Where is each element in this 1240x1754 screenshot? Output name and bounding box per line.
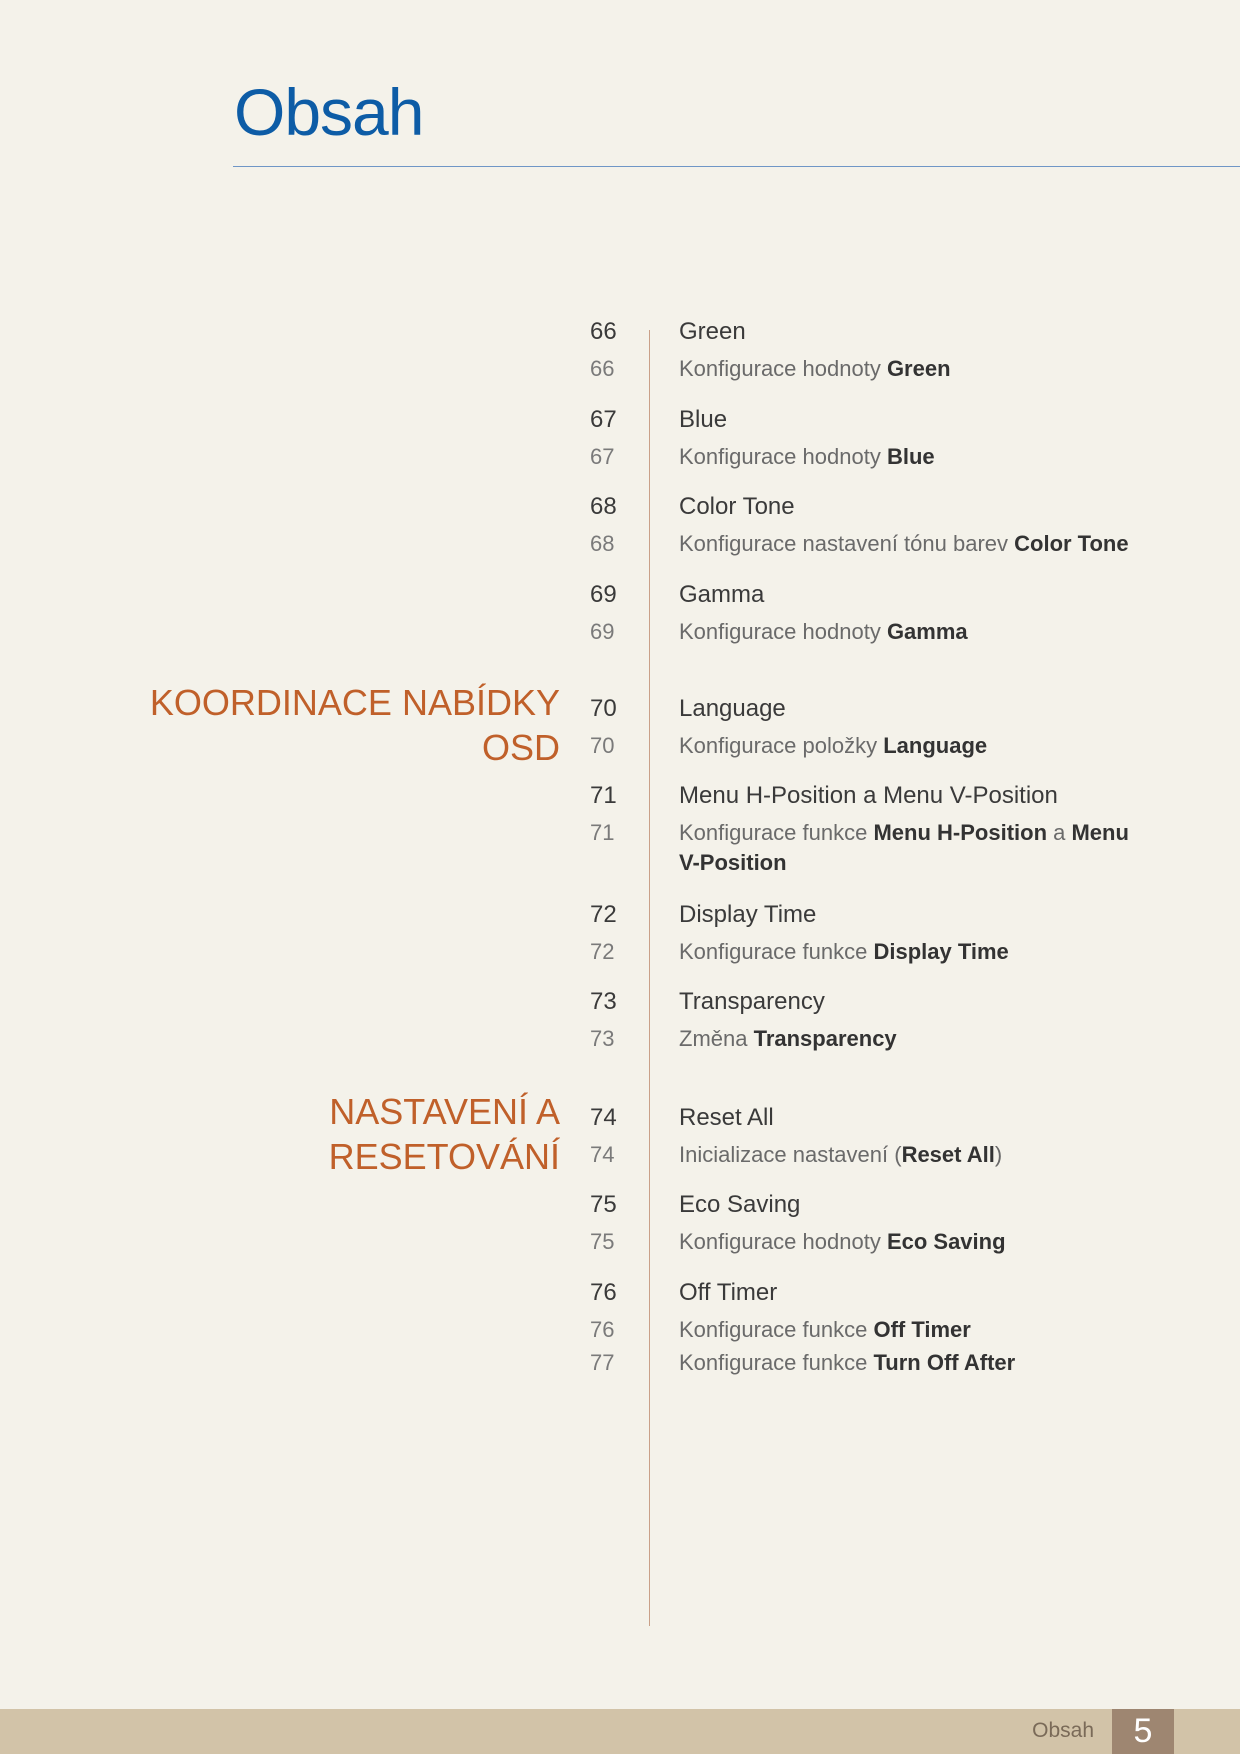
toc-subentry-text — [679, 937, 1009, 967]
toc-page-number: 73 — [590, 1026, 615, 1051]
toc-subentry-text — [679, 617, 968, 647]
toc-subentry-plain: ) — [994, 1142, 1003, 1167]
section-heading-line: RESETOVÁNÍ — [328, 1136, 560, 1177]
toc-entry-title: Gamma — [679, 581, 765, 608]
toc-subentry-bold-term: Color Tone — [1014, 531, 1129, 556]
toc-subentry-text — [679, 1227, 1006, 1257]
toc-subentry-plain: Konfigurace položky — [679, 733, 884, 758]
toc-page-number: 76 — [590, 1317, 615, 1342]
toc-entry-title: Color Tone — [679, 493, 795, 520]
toc-subentry-plain: Konfigurace funkce — [679, 1317, 874, 1342]
toc-subentry-bold-term: Blue — [886, 444, 935, 469]
toc-page-number: 71 — [590, 782, 617, 809]
toc-subentry-text — [679, 1024, 897, 1054]
toc-subentry-text — [679, 1315, 971, 1345]
toc-page-number: 68 — [590, 493, 617, 520]
toc-page-number: 72 — [590, 939, 615, 964]
toc-subentry-bold-term: Eco Saving — [886, 1229, 1006, 1254]
toc-entry-title: Reset All — [679, 1104, 774, 1131]
toc-subentry-text — [679, 731, 987, 761]
toc-subentry-bold-term: Language — [883, 733, 988, 758]
toc-page-number: 66 — [590, 356, 615, 381]
toc-page-number: 74 — [590, 1142, 615, 1167]
toc-subentry-text — [679, 529, 1129, 559]
toc-page-number: 68 — [590, 531, 615, 556]
toc-entry-title: Language — [679, 695, 786, 722]
toc-page-number: 73 — [590, 988, 617, 1015]
footer-label: Obsah — [1032, 1719, 1094, 1742]
toc-page-number: 70 — [590, 733, 615, 758]
toc-page-number: 75 — [590, 1229, 615, 1254]
toc-subentry-text — [679, 818, 1129, 848]
section-heading-line: OSD — [481, 727, 560, 768]
page-title: Obsah — [234, 75, 424, 149]
section-heading-line: NASTAVENÍ A — [329, 1091, 560, 1132]
toc-entry-title: Menu H-Position a Menu V-Position — [679, 782, 1058, 809]
toc-entry-title: Display Time — [679, 901, 817, 928]
toc-subentry-plain: Změna — [679, 1026, 754, 1051]
toc-subentry-plain: Inicializace nastavení ( — [679, 1142, 902, 1167]
toc-page-number: 74 — [590, 1104, 617, 1131]
toc-subentry-text — [679, 1140, 1002, 1170]
toc-entry-title: Off Timer — [679, 1279, 778, 1306]
title-rule — [233, 166, 1240, 167]
toc-subentry-plain: Konfigurace funkce — [679, 939, 874, 964]
toc-subentry-bold-term: V-Position — [679, 850, 787, 875]
section-heading-line: KOORDINACE NABÍDKY — [149, 682, 560, 723]
toc-subentry-bold-term: Turn Off After — [873, 1350, 1016, 1375]
toc-subentry-text — [679, 1348, 1015, 1378]
toc-page-number: 66 — [590, 318, 617, 345]
toc-page-number: 76 — [590, 1279, 617, 1306]
toc-entry-title: Green — [679, 318, 746, 345]
toc-page-number: 67 — [590, 444, 615, 469]
toc-page-number: 67 — [590, 406, 617, 433]
toc-subentry-bold-term: Gamma — [886, 619, 968, 644]
toc-page-number: 69 — [590, 619, 615, 644]
toc-page-number: 72 — [590, 901, 617, 928]
toc-divider — [649, 330, 650, 1626]
toc-page-number: 75 — [590, 1191, 617, 1218]
section-heading-reset — [329, 1089, 560, 1179]
toc-subentry-plain: Konfigurace funkce — [679, 820, 874, 845]
toc-subentry-plain: Konfigurace nastavení tónu barev — [679, 531, 1015, 556]
toc-subentry-text — [679, 442, 935, 472]
toc-subentry-plain: a — [1047, 820, 1072, 845]
section-heading-osd — [150, 680, 560, 770]
footer-page-number: 5 — [1112, 1709, 1174, 1754]
toc-subentry-bold-term: Display Time — [873, 939, 1009, 964]
toc-page-number: 71 — [590, 820, 615, 845]
toc-subentry-bold-term: Menu — [1071, 820, 1129, 845]
toc-subentry-plain: Konfigurace hodnoty — [679, 619, 887, 644]
toc-entry-title: Blue — [679, 406, 728, 433]
toc-subentry-bold-term: Menu H-Position — [873, 820, 1048, 845]
toc-entry-title: Transparency — [679, 988, 825, 1015]
toc-subentry-bold-term: Green — [886, 356, 951, 381]
toc-subentry-plain: Konfigurace funkce — [679, 1350, 874, 1375]
toc-subentry-bold-term: Reset All — [901, 1142, 995, 1167]
toc-entry-title: Eco Saving — [679, 1191, 801, 1218]
toc-subentry-text — [679, 848, 787, 878]
toc-page-number: 77 — [590, 1350, 615, 1375]
toc-page-number: 70 — [590, 695, 617, 722]
toc-page-number: 69 — [590, 581, 617, 608]
toc-subentry-bold-term: Transparency — [753, 1026, 897, 1051]
toc-subentry-text — [679, 354, 951, 384]
toc-subentry-plain: Konfigurace hodnoty — [679, 356, 887, 381]
toc-subentry-plain: Konfigurace hodnoty — [679, 1229, 887, 1254]
toc-subentry-bold-term: Off Timer — [873, 1317, 971, 1342]
toc-subentry-plain: Konfigurace hodnoty — [679, 444, 887, 469]
